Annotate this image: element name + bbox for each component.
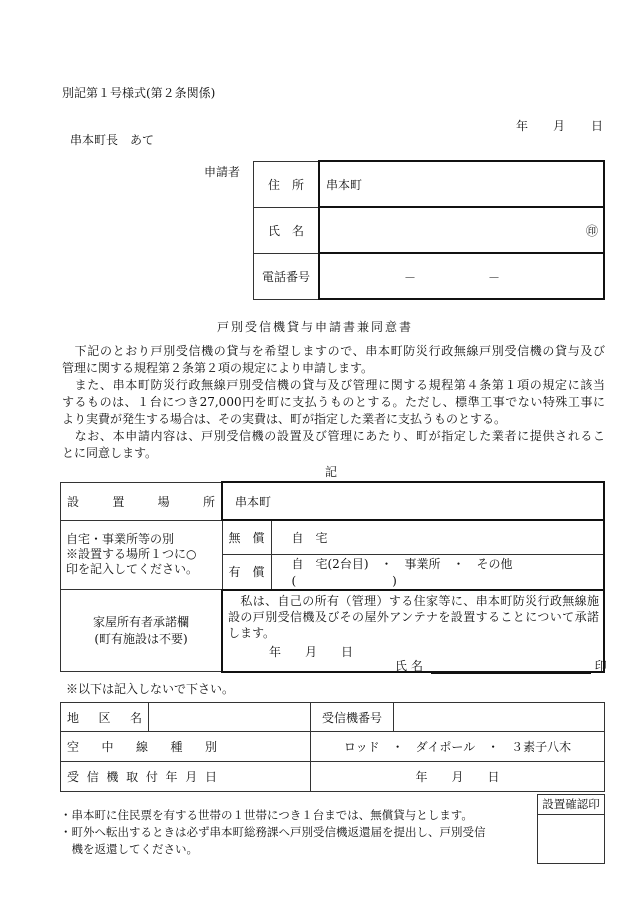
applicant-table — [253, 160, 605, 300]
receiver-number-label: 受信機番号 — [311, 703, 394, 732]
district-label: 地 区 名 — [61, 703, 149, 732]
confirm-label: 設置確認印 — [538, 795, 604, 815]
body-line: なお、本申請内容は、戸別受信機の設置及び管理にあたり、町が指定した業者に提供されるこ — [62, 429, 605, 443]
name-field[interactable] — [319, 207, 604, 253]
body-line: 管理に関する規程第２条第２項の規定により申請します。 — [62, 361, 374, 375]
office-note: ※以下は記入しないで下さい。 — [66, 682, 235, 696]
owner-consent-field[interactable] — [222, 590, 607, 673]
body-line: 下記のとおり戸別受信機の貸与を希望しますので、串本町防災行政無線戸別受信機の貸与及び — [62, 344, 605, 358]
applicant-label: 申請者 — [204, 165, 241, 179]
consent-date: 年 月 日 — [269, 644, 354, 659]
consent-name-line[interactable] — [431, 661, 591, 674]
paid-options[interactable]: 自 宅(2台目) ・ 事業所 ・ その他( ) — [271, 554, 604, 590]
phone-separator: － — [488, 271, 501, 285]
addressee: 串本町長 あて — [70, 133, 155, 147]
date-year-label: 年 — [516, 119, 529, 133]
receiver-number-field[interactable] — [394, 703, 605, 732]
free-label: 無 償 — [222, 520, 271, 554]
consent-name-row — [395, 657, 615, 674]
consent-seal: 印 — [594, 658, 607, 673]
seal-mark: ㊞ — [585, 223, 598, 238]
address-label: 住 所 — [254, 161, 320, 207]
notes — [60, 807, 486, 858]
free-option[interactable]: 自 宅 — [271, 520, 604, 554]
ki-heading: 記 — [325, 465, 338, 479]
install-date-field[interactable]: 年 月 日 — [311, 762, 605, 792]
body-line: より実費が発生する場合は、その実費は、町が指定した業者に支払うものとする。 — [62, 412, 507, 426]
location-label: 設 置 場 所 — [61, 482, 223, 520]
install-table — [60, 481, 605, 673]
install-date-label: 受信機取付年月日 — [61, 762, 311, 792]
address-field[interactable]: 串本町 — [319, 161, 604, 207]
owner-consent-label: 家屋所有者承諾欄 (町有施設は不要) — [61, 590, 223, 672]
location-type-label: 自宅・事業所等の別 ※設置する場所１つに○ 印を記入してください。 — [61, 520, 223, 590]
form-number: 別記第１号様式(第２条関係) — [62, 86, 216, 100]
confirm-box — [537, 794, 605, 864]
consent-name-label: 氏名 — [395, 658, 428, 673]
antenna-type-options[interactable]: ロッド ・ ダイポール ・ ３素子八木 — [311, 732, 605, 762]
phone-separator: － — [404, 271, 417, 285]
district-field[interactable] — [149, 703, 311, 732]
document-title: 戸別受信機貸与申請書兼同意書 — [216, 320, 413, 334]
consent-text: 設の戸別受信機及びその屋外アンテナを設置することについて承諾 — [228, 609, 599, 624]
body-line: また、串本町防災行政無線戸別受信機の貸与及び管理に関する規程第４条第１項の規定に該当 — [62, 378, 605, 392]
note-line: ・町外へ転出するときは必ず串本町総務課へ戸別受信機返還届を提出し、戸別受信 — [60, 825, 486, 839]
body-line: とに同意します。 — [62, 446, 158, 460]
note-line: 機を返還してください。 — [60, 842, 198, 856]
note-line: ・串本町に住民票を有する世帯の１世帯につき１台までは、無償貸与とします。 — [60, 808, 473, 822]
name-label: 氏 名 — [254, 207, 320, 253]
antenna-type-label: 空 中 線 種 別 — [61, 732, 311, 762]
phone-label: 電話番号 — [254, 253, 320, 299]
paid-label: 有 償 — [222, 554, 271, 590]
office-table — [60, 702, 605, 792]
date-month-label: 月 — [553, 119, 566, 133]
body-text — [62, 343, 605, 462]
phone-field[interactable] — [319, 253, 604, 299]
date-day-label: 日 — [591, 119, 604, 133]
consent-text: します。 — [228, 625, 276, 640]
location-field[interactable]: 串本町 — [222, 482, 604, 520]
consent-text: 私は、自己の所有（管理）する住家等に、串本町防災行政無線施 — [228, 593, 599, 608]
body-line: するものは、１台につき27,000円を町に支払うものとする。ただし、標準工事でない特殊工事に — [62, 395, 605, 409]
